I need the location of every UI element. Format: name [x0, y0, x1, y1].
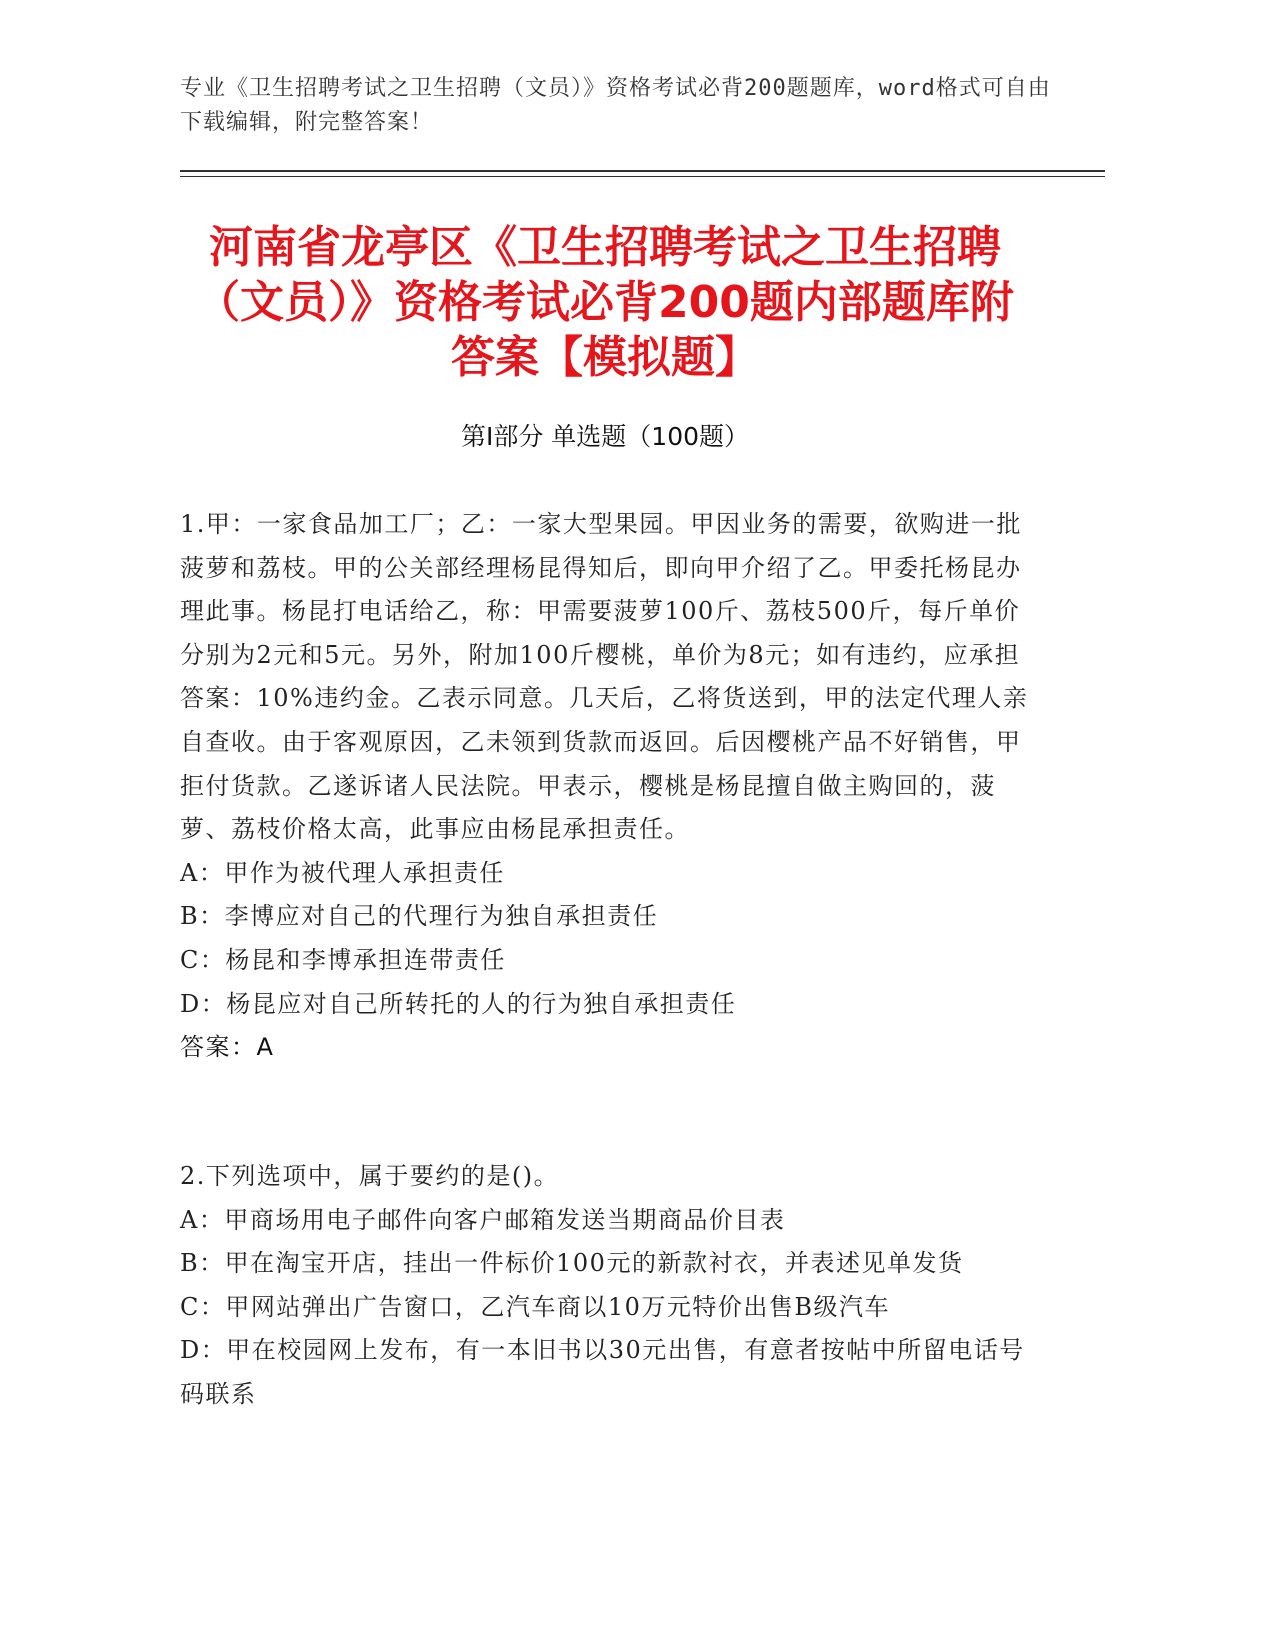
option-b: B：李博应对自己的代理行为独自承担责任 [180, 902, 659, 931]
header-note: 专业《卫生招聘考试之卫生招聘（文员）》资格考试必背200题题库，word格式可自由下载编辑，附完整答案！ [180, 76, 1051, 135]
option-b: B：甲在淘宝开店，挂出一件标价100元的新款衬衣，并表述见单发货 [180, 1249, 964, 1278]
question-2 [180, 1155, 1040, 1417]
option-d: D：甲在校园网上发布，有一本旧书以30元出售，有意者按帖中所留电话号码联系 [180, 1336, 1025, 1408]
document-title: 河南省龙亭区《卫生招聘考试之卫生招聘（文员）》资格考试必背200题内部题库附答案【模拟题】 [196, 222, 1014, 383]
question-text: 2.下列选项中，属于要约的是()。 [180, 1162, 560, 1190]
option-c: C：杨昆和李博承担连带责任 [180, 945, 506, 974]
option-c: C：甲网站弹出广告窗口，乙汽车商以10万元特价出售B级汽车 [180, 1292, 891, 1321]
option-a: A：甲作为被代理人承担责任 [180, 858, 505, 887]
header-divider-thick [180, 170, 1105, 172]
answer: 答案：A [180, 1033, 275, 1062]
question-1 [180, 503, 1040, 1070]
header-divider-thin [180, 176, 1105, 177]
section-title: 第I部分 单选题（100题） [460, 422, 750, 451]
option-a: A：甲商场用电子邮件向客户邮箱发送当期商品价目表 [180, 1205, 786, 1234]
option-d: D：杨昆应对自己所转托的人的行为独自承担责任 [180, 989, 737, 1018]
question-text: 1.甲：一家食品加工厂；乙：一家大型果园。甲因业务的需要，欲购进一批菠萝和荔枝。甲的公关部经理杨昆得知后，即向甲介绍了乙。甲委托杨昆办理此事。杨昆打电话给乙，称：甲需要菠萝100斤、荔枝500斤，每斤单价分别为2元和5元。另外，附加100斤樱桃，单价为8元；如有违约，应承担答案：10%违约金。乙表示同意。几天后，乙将货送到，甲的法定代理人亲自查收。由于客观原因，乙未领到货款而返回。后因樱桃产品不好销售，甲拒付货款。乙遂诉诸人民法院。甲表示，樱桃是杨昆擅自做主购回的，菠萝、荔枝价格太高，此事应由杨昆承担责任。 [180, 510, 1029, 844]
